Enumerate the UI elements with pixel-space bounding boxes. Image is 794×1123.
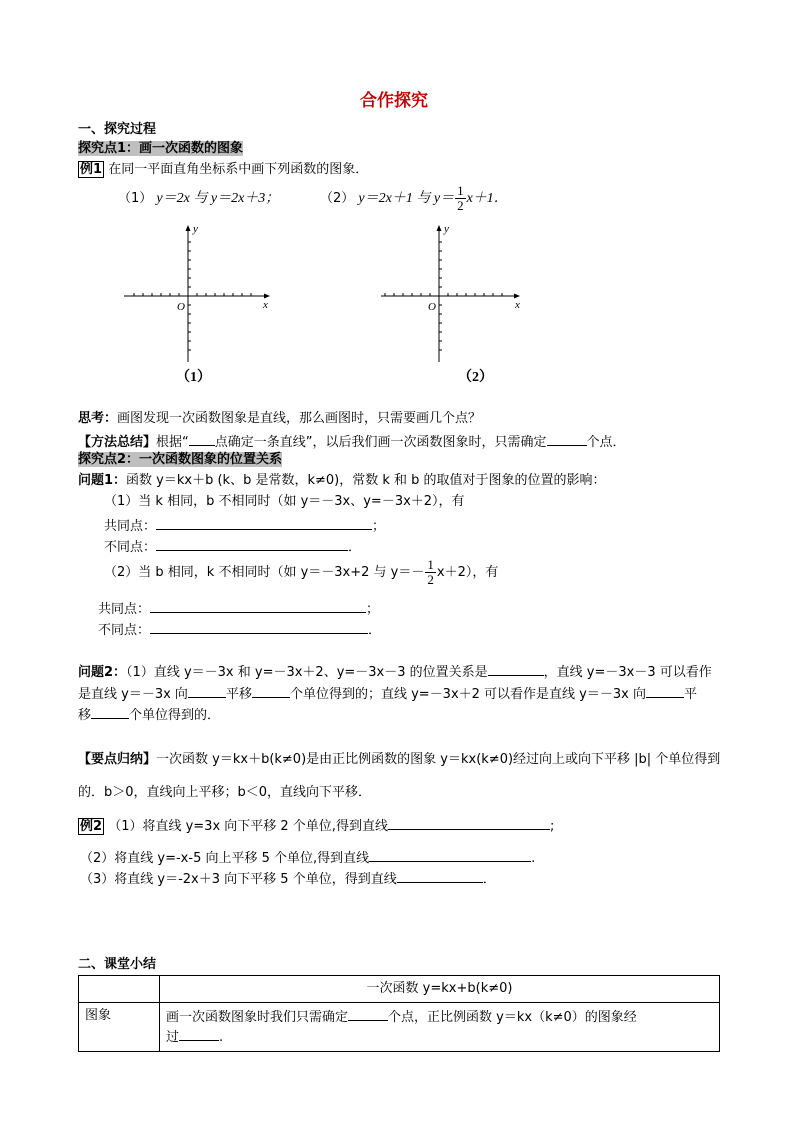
example2-item2-text: （2）将直线 y=-x-5 向上平移 5 个单位,得到直线 [80,851,370,866]
page-title: 合作探究 [360,91,428,111]
q2-line3-a: 移 [78,708,92,723]
method-blank-2[interactable] [547,432,587,446]
q1-label: 问题1： [78,473,127,488]
q2-line2-b: 平移 [225,687,252,702]
graph2-y-label: y [444,223,449,235]
q2-line2-d: 平 [683,687,697,702]
method-text-a: 根据“ [156,435,189,450]
example2-blank-2[interactable] [369,848,531,862]
common-label: 共同点： [104,519,157,534]
graph2-origin-label: O [428,301,436,313]
example2-item3-text: （3）将直线 y＝-2x＋3 向下平移 5 个单位，得到直线 [80,872,397,887]
row1-text-c: 过 [166,1030,180,1045]
method-blank-1[interactable] [189,432,215,446]
q2-line2-a: 是直线 y＝－3x 向 [78,687,188,702]
q2-line2-c: 个单位得到的；直线 y=－3x＋2 可以看作是直线 y＝－3x 向 [289,687,646,702]
section-2-heading: 二、课堂小结 [78,957,157,972]
summary-blank-2[interactable] [179,1027,219,1041]
example1-tag: 例1 [80,162,103,177]
q2-line2 [78,684,697,703]
q1-part2-text-b: x＋2），有 [436,565,499,580]
q2-line1 [78,662,712,681]
q2-blank-relation[interactable] [488,662,544,676]
think-label: 思考： [78,411,118,426]
q1-part1: （1）当 k 相同，b 不相同时（如 y＝－3x、y=－3x＋2），有 [104,494,465,509]
q1-part1-common-blank[interactable] [156,516,372,530]
example2-item3 [80,869,496,888]
item2-fraction [455,184,466,213]
q2-blank-units1[interactable] [252,684,290,698]
q1-part2-fraction [425,558,436,587]
item2-num: （2） [320,191,355,206]
coordinate-graph-1 [120,220,280,365]
example2-item1-end: ; [549,819,555,834]
table-row [79,976,720,1003]
q1-part2-text-a: （2）当 b 相同，k 不相同时（如 y＝－3x+2 与 y＝－ [104,565,425,580]
q1-part2-diff-blank[interactable] [150,620,368,634]
q1-part1-diff: 不同点： ． [104,537,361,556]
q2-blank-dir1[interactable] [188,684,226,698]
example1-item2 [320,184,508,214]
q2-label: 问题2： [78,665,127,680]
coordinate-graph-2 [377,220,537,365]
point2-heading-wrap [78,452,282,468]
example2-item3-end: ． [482,872,496,887]
item2-expr-a: y＝2x＋1 与 y＝ [358,191,455,206]
graph1-y-label: y [193,223,198,235]
keypoint-line2: 的．b＞0，直线向上平移；b＜0，直线向下平移． [78,785,372,800]
q1-part2-common-blank[interactable] [150,599,366,613]
q2-line1-a: （1）直线 y＝－3x 和 y=－3x＋2、y=－3x－3 的位置关系是 [126,665,488,680]
point1-heading-wrap [78,141,243,157]
table-row-label: 图象 [79,1003,160,1052]
keypoint-text-1: 一次函数 y＝kx＋b(k≠0)是由正比例函数的图象 y＝kx(k≠0)经过向上或向下平移 |b| 个单位得到 [156,752,721,767]
q1-text: 函数 y＝kx＋b (k、b 是常数，k≠0)，常数 k 和 b 的取值对于图象的位置的影响： [126,473,606,488]
example1-text: 在同一平面直角坐标系中画下列函数的图象． [108,162,369,177]
q2-blank-dir2[interactable] [646,684,684,698]
example1-item1 [118,191,279,207]
fraction-numerator: 1 [457,183,464,198]
q1-part1-common: 共同点： ； [104,516,385,535]
item1-expr: y＝2x 与 y＝2x＋3； [156,191,280,206]
q2-blank-units2[interactable] [91,705,129,719]
row1-text-b: 个点，正比例函数 y＝kx（k≠0）的图象经 [388,1010,637,1025]
common-label: 共同点： [98,602,151,617]
example2-blank-3[interactable] [397,869,483,883]
example2-item2-end: . [531,851,536,866]
q1-part2 [104,558,498,588]
table-header-cell: 一次函数 y=kx+b(k≠0) [160,976,720,1003]
table-row-content [160,1003,720,1052]
point1-heading: 探究点1：画一次函数的图象 [78,141,244,156]
fraction-denominator: 2 [457,198,464,213]
think-line [78,411,481,427]
q2-line3-b: 个单位得到的． [129,708,221,723]
graph2-caption: （2） [458,370,493,385]
example2-tag: 例2 [80,819,103,834]
method-label: 【方法总结】 [78,435,157,450]
q1-line [78,473,606,489]
q1-part2-diff: 不同点： ． [98,620,381,639]
point2-heading: 探究点2：一次函数图象的位置关系 [78,452,283,467]
item1-num: （1） [118,191,153,206]
table-row [79,1003,720,1052]
graph2-x-label: x [515,299,520,311]
think-text: 画图发现一次函数图象是直线，那么画图时，只需要画几个点？ [117,411,482,426]
q1-part1-diff-blank[interactable] [156,537,348,551]
graph1-caption: （1） [176,370,211,385]
keypoint-line1 [78,752,720,768]
method-line [78,432,626,451]
method-text-c: 个点． [586,435,626,450]
fraction-denominator: 2 [427,572,434,587]
graph1-origin-label: O [177,301,185,313]
example2-item1 [78,816,554,835]
fraction-numerator: 1 [427,557,434,572]
summary-blank-1[interactable] [348,1007,388,1021]
example2-item2 [80,848,535,867]
diff-label: 不同点： [104,540,157,555]
row1-text-d: . [219,1030,224,1045]
example2-item1-text: （1）将直线 y=3x 向下平移 2 个单位,得到直线 [108,819,388,834]
q1-part2-common: 共同点： ； [98,599,379,618]
example1-line [78,162,368,178]
diff-label: 不同点： [98,623,151,638]
method-text-b: 点确定一条直线”，以后我们画一次函数图象时，只需确定 [214,435,547,450]
q2-line3 [78,705,220,724]
summary-table [78,975,720,1052]
q2-line1-b: ，直线 y=－3x－3 可以看作 [543,665,712,680]
graph1-x-label: x [263,299,268,311]
row1-text-a: 画一次函数图象时我们只需确定 [166,1010,349,1025]
table-corner-cell [79,976,160,1003]
section-1-heading: 一、探究过程 [78,122,157,137]
example2-blank-1[interactable] [388,816,550,830]
item2-expr-b: x＋1． [466,191,508,206]
keypoint-label: 【要点归纳】 [78,752,157,767]
